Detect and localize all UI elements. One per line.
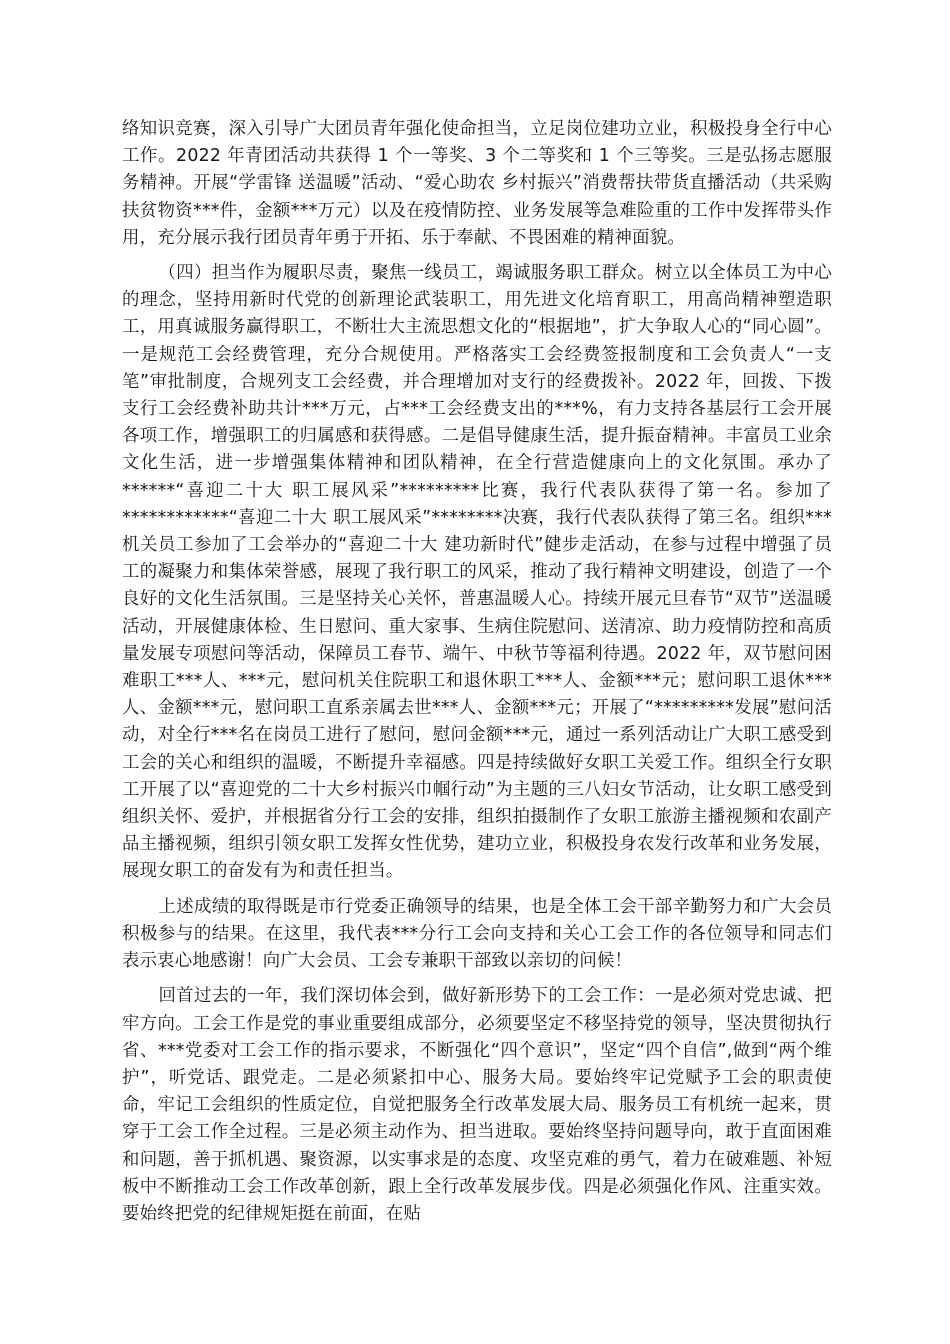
paragraph-lessons-learned: 回首过去的一年，我们深切体会到，做好新形势下的工会工作：一是必须对党忠诚、把牢方向。工会工作是党的事业重要组成部分，必须要坚定不移坚持党的领导，坚决贯彻执行省、***党委对工会工作的指示要求，不断强化“四个意识”，坚定“四个自信”,做到“两个维护”，听党话、跟党走。二是必须紧扣中心、服务大局。要始终牢记党赋予工会的职责使命，牢记工会组织的性质定位，自觉把服务全行改革发展大局、服务员工有机统一起来，贯穿于工会工作全过程。三是必须主动作为、担当进取。要始终坚持问题导向，敢于直面困难和问题，善于抓机遇、聚资源，以实事求是的态度、攻坚克难的勇气，着力在破难题、补短板中不断推动工会工作改革创新，跟上全行改革发展步伐。四是必须强化作风、注重实效。要始终把党的纪律规矩挺在前面，在贴 xyxy=(122,986,832,1224)
paragraph-youth-league-continuation: 络知识竞赛，深入引导广大团员青年强化使命担当，立足岗位建功立业，积极投身全行中心工作。2022 年青团活动共获得 1 个一等奖、3 个二等奖和 1 个三等奖。三是弘扬志愿服务精神。开展“学雷锋 送温暖”活动、“爱心助农 乡村振兴”消费帮扶带货直播活动（共采购扶贫物资***件，金额***万元）以及在疫情防控、业务发展等急难险重的工作中发挥带头作用，充分展示我行团员青年勇于开拓、乐于奉献、不畏困难的精神面貌。 xyxy=(122,119,832,248)
paragraph-acknowledgement: 上述成绩的取得既是市行党委正确领导的结果，也是全体工会干部辛勤努力和广大会员积极参与的结果。在这里，我代表***分行工会向支持和关心工会工作的各位领导和同志们表示衷心地感谢！向广大会员、工会专兼职干部致以亲切的问候！ xyxy=(122,896,832,972)
paragraph-section-four-service: （四）担当作为履职尽责，聚焦一线员工，竭诚服务职工群众。树立以全体员工为中心的理念，坚持用新时代党的创新理论武装职工，用先进文化培育职工，用高尚精神塑造职工，用真诚服务赢得职工，不断壮大主流思想文化的“根据地”，扩大争取人心的“同心圆”。一是规范工会经费管理，充分合规使用。严格落实工会经费签报制度和工会负责人“一支笔”审批制度，合规列支工会经费，并合理增加对支行的经费拨补。2022 年，回拨、下拨支行工会经费补助共计***万元，占***工会经费支出的***%，有力支持各基层行工会开展各项工作，增强职工的归属感和获得感。二是倡导健康生活，提升振奋精神。丰富员工业余文化生活，进一步增强集体精神和团队精神，在全行营造健康向上的文化氛围。承办了******“喜迎二十大 职工展风采”*********比赛，我行代表队获得了第一名。参加了************“喜迎二十大 职工展风采”********决赛，我行代表队获得了第三名。组织***机关员工参加了工会举办的“喜迎二十大 建功新时代”健步走活动，在参与过程中增强了员工的凝聚力和集体荣誉感，展现了我行职工的风采，推动了我行精神文明建设，创造了一个良好的文化生活氛围。三是坚持关心关怀，普惠温暖人心。持续开展元旦春节“双节”送温暖活动，开展健康体检、生日慰问、重大家事、生病住院慰问、送清凉、助力疫情防控和高质量发展专项慰问等活动，保障员工春节、端午、中秋节等福利待遇。2022 年，双节慰问困难职工***人、***元，慰问机关住院职工和退休职工***人、金额***元；慰问职工退休***人、金额***元，慰问职工直系亲属去世***人、金额***元；开展了“*********发展”慰问活动，对全行***名在岗员工进行了慰问，慰问金额***元，通过一系列活动让广大职工感受到工会的关心和组织的温暖，不断提升幸福感。四是持续做好女职工关爱工作。组织全行女职工开展了以“喜迎党的二十大乡村振兴巾帼行动”为主题的三八妇女节活动，让女职工感受到组织关怀、爱护，并根据省分行工会的安排，组织拍摄制作了女职工旅游主播视频和农副产品主播视频，组织引领女职工发挥女性优势，建功立业，积极投身农发行改革和业务发展，展现女职工的奋发有为和责任担当。 xyxy=(122,263,832,882)
document-body xyxy=(122,116,832,1236)
